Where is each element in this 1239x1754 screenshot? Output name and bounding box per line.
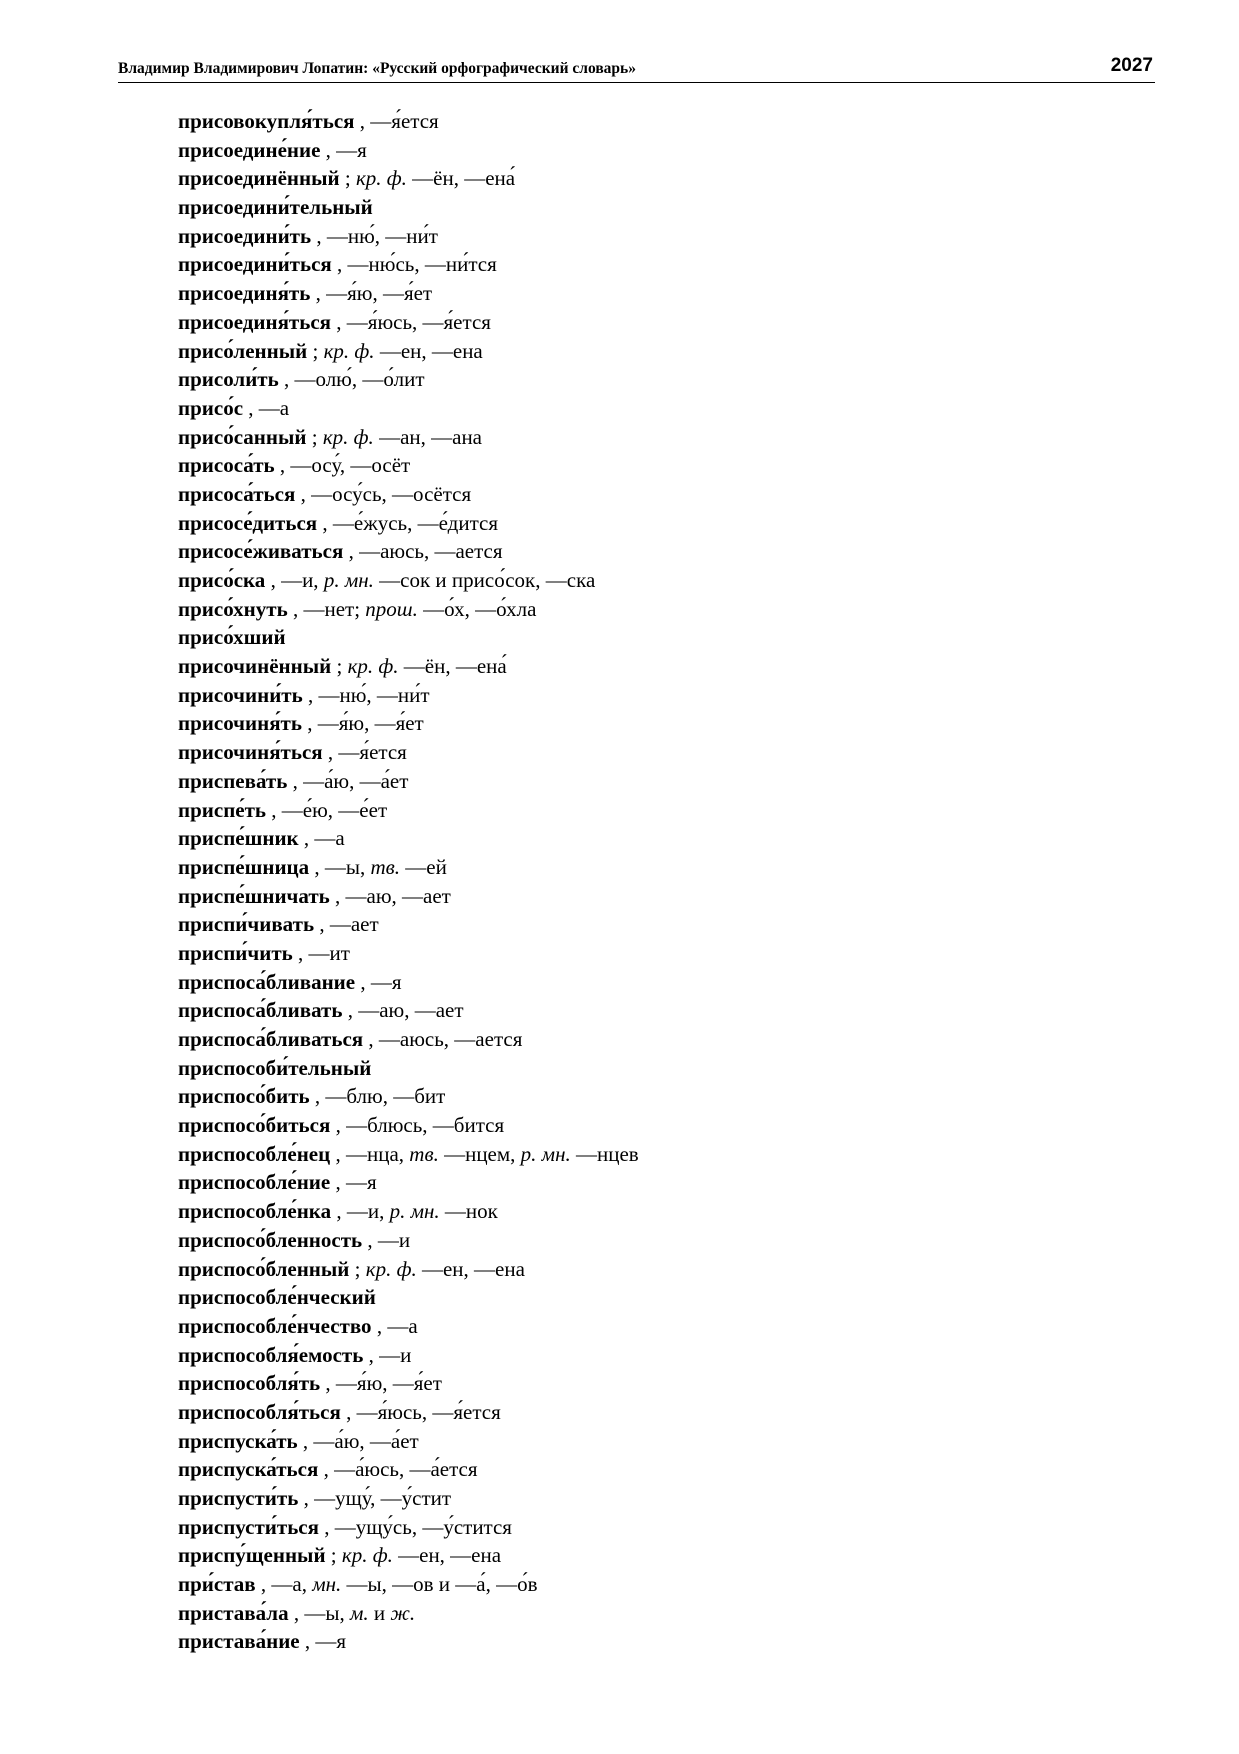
grammar-abbreviation: р. мн.	[520, 1141, 571, 1166]
grammar-abbreviation: кр. ф.	[341, 1543, 393, 1568]
inflection-forms: , —я́ю, —я́ет	[301, 711, 424, 736]
inflection-forms: —ы, —ов и —а́, —о́в	[341, 1572, 538, 1597]
dictionary-entry	[178, 1599, 1138, 1628]
grammar-abbreviation: тв.	[409, 1141, 439, 1166]
dictionary-entry	[178, 1398, 1138, 1427]
dictionary-entry	[178, 1197, 1138, 1226]
inflection-forms: —нцем,	[438, 1141, 521, 1166]
inflection-forms: , —а	[371, 1313, 418, 1338]
headword: приспоса́бливаться	[178, 1027, 364, 1051]
dictionary-entry	[178, 824, 1138, 853]
inflection-forms: ;	[331, 654, 348, 679]
inflection-forms: , —аю, —ает	[342, 998, 464, 1023]
inflection-forms: , —е́жусь, —е́дится	[317, 510, 499, 535]
dictionary-entry	[178, 193, 1138, 222]
grammar-abbreviation: м.	[349, 1600, 369, 1625]
inflection-forms: , —блю, —бит	[309, 1084, 446, 1109]
headword: присоедини́ть	[178, 223, 312, 248]
dictionary-entry	[178, 509, 1138, 538]
grammar-abbreviation: кр. ф.	[323, 338, 375, 363]
inflection-forms: , —ню́сь, —ни́тся	[331, 252, 497, 277]
dictionary-entry	[178, 1054, 1138, 1083]
inflection-forms: , —я	[330, 1170, 377, 1195]
dictionary-entry	[178, 996, 1138, 1025]
headword: приспева́ть	[178, 768, 288, 793]
inflection-forms: , —осу́сь, —осётся	[295, 481, 472, 506]
inflection-forms: , —аюсь, —ается	[363, 1027, 523, 1051]
headword: приспосо́биться	[178, 1113, 331, 1138]
headword: присочини́ть	[178, 682, 303, 707]
dictionary-entry	[178, 1455, 1138, 1484]
inflection-forms: , —я́ется	[354, 109, 439, 133]
dictionary-entry	[178, 1111, 1138, 1140]
headword: приспосо́бленность	[178, 1227, 363, 1252]
headword: приспи́чивать	[178, 912, 315, 937]
dictionary-entry	[178, 1025, 1138, 1054]
headword: приспу́щенный	[178, 1543, 326, 1568]
headword: приспуска́ть	[178, 1428, 298, 1453]
dictionary-entry	[178, 423, 1138, 452]
inflection-forms: ;	[307, 338, 324, 363]
inflection-forms: , —я	[355, 969, 402, 994]
dictionary-entry	[178, 1570, 1138, 1599]
headword: присочиня́ться	[178, 740, 323, 765]
headword: присоли́ть	[178, 367, 279, 392]
inflection-forms: —ен, —ена	[416, 1256, 525, 1281]
page-header	[118, 56, 1155, 83]
dictionary-entry	[178, 566, 1138, 595]
dictionary-entry	[178, 1541, 1138, 1570]
inflection-forms: и	[368, 1600, 391, 1625]
inflection-forms: ;	[325, 1543, 342, 1568]
headword: присоединённый	[178, 166, 340, 191]
headword: приспусти́ться	[178, 1514, 319, 1539]
inflection-forms: , —я́ется	[322, 740, 407, 765]
inflection-forms: , —а́юсь, —а́ется	[318, 1457, 478, 1482]
dictionary-entry	[178, 337, 1138, 366]
headword: пристава́ние	[178, 1629, 300, 1654]
dictionary-entry	[178, 968, 1138, 997]
headword: приспе́шница	[178, 854, 310, 879]
inflection-forms: , —ущу́, —у́стит	[298, 1486, 452, 1510]
headword: присоедини́тельный	[178, 195, 373, 220]
grammar-abbreviation: тв.	[370, 854, 401, 879]
headword: приспособле́нец	[178, 1141, 331, 1166]
headword: приспоса́бливание	[178, 969, 356, 994]
dictionary-entry	[178, 681, 1138, 710]
inflection-forms: —нок	[439, 1199, 498, 1224]
dictionary-entry	[178, 451, 1138, 480]
dictionary-entry	[178, 623, 1138, 652]
grammar-abbreviation: ж.	[390, 1600, 416, 1625]
headword: присо́санный	[178, 424, 307, 449]
inflection-forms: , —ит	[292, 940, 350, 965]
inflection-forms: , —аю, —ает	[329, 883, 451, 908]
dictionary-entry	[178, 107, 1138, 136]
headword: приспе́ть	[178, 797, 267, 822]
inflection-forms: , —нет;	[287, 596, 366, 621]
inflection-forms: , —а́ю, —а́ет	[297, 1428, 419, 1453]
headword: присо́ленный	[178, 338, 308, 363]
headword: присоса́ться	[178, 481, 296, 506]
inflection-forms: , —я́юсь, —я́ется	[340, 1399, 501, 1424]
inflection-forms: —ён, —ена́	[398, 654, 507, 679]
headword: присо́хший	[178, 625, 286, 650]
grammar-abbreviation: р. мн.	[323, 568, 374, 592]
inflection-forms: , —е́ю, —е́ет	[266, 797, 388, 822]
headword: присоедини́ться	[178, 252, 332, 277]
headword: приспособля́ть	[178, 1371, 321, 1396]
headword: при́став	[178, 1572, 256, 1597]
grammar-abbreviation: кр. ф.	[322, 424, 374, 449]
dictionary-entry	[178, 767, 1138, 796]
inflection-forms: —о́х, —о́хла	[417, 596, 537, 621]
headword: приспособля́емость	[178, 1342, 364, 1367]
inflection-forms: , —ы,	[309, 854, 371, 879]
inflection-forms: , —ню́, —ни́т	[302, 682, 430, 707]
inflection-forms: , —осу́, —осёт	[274, 453, 411, 478]
headword: присосе́диться	[178, 510, 318, 535]
inflection-forms: —ен, —ена	[392, 1543, 502, 1568]
headword: приспи́чить	[178, 940, 293, 965]
dictionary-entry	[178, 250, 1138, 279]
headword: присоедине́ние	[178, 137, 321, 162]
inflection-forms: —ан, —ана	[373, 424, 483, 449]
inflection-forms: , —и,	[331, 1199, 390, 1224]
headword: присовокупля́ться	[178, 109, 355, 133]
dictionary-entry	[178, 1513, 1138, 1542]
inflection-forms: , —олю́, —о́лит	[278, 367, 425, 392]
headword: приспосо́бленный	[178, 1256, 350, 1281]
inflection-forms: , —а́ю, —а́ет	[287, 768, 409, 793]
dictionary-entry	[178, 1484, 1138, 1513]
dictionary-entry	[178, 1312, 1138, 1341]
inflection-forms: , —я́ю, —я́ет	[310, 281, 433, 306]
inflection-forms: —ей	[400, 854, 447, 879]
headword: приспосо́бить	[178, 1084, 310, 1109]
inflection-forms: , —и	[362, 1227, 411, 1252]
inflection-forms: , —я́ю, —я́ет	[320, 1371, 442, 1396]
dictionary-entry	[178, 279, 1138, 308]
dictionary-entry	[178, 853, 1138, 882]
inflection-forms: , —нца,	[330, 1141, 410, 1166]
dictionary-entry	[178, 595, 1138, 624]
dictionary-entry	[178, 308, 1138, 337]
dictionary-entry	[178, 394, 1138, 423]
dictionary-entry	[178, 480, 1138, 509]
dictionary-entry	[178, 1283, 1138, 1312]
grammar-abbreviation: прош.	[365, 596, 418, 621]
dictionary-entry	[178, 537, 1138, 566]
headword: приспособле́нчество	[178, 1313, 372, 1338]
dictionary-entry	[178, 1226, 1138, 1255]
headword: присочинённый	[178, 654, 332, 679]
inflection-forms: ;	[349, 1256, 366, 1281]
inflection-forms: , —я	[299, 1629, 347, 1654]
headword: приспе́шник	[178, 826, 299, 851]
inflection-forms: ;	[339, 166, 356, 191]
inflection-forms: , —блюсь, —бится	[330, 1113, 505, 1138]
grammar-abbreviation: кр. ф.	[355, 166, 407, 191]
headword: приспособле́ние	[178, 1170, 331, 1195]
headword: присочиня́ть	[178, 711, 302, 736]
dictionary-entry	[178, 1255, 1138, 1284]
grammar-abbreviation: р. мн.	[389, 1199, 440, 1224]
headword: присо́с	[178, 395, 244, 420]
inflection-forms: , —ает	[314, 912, 379, 937]
headword: присоединя́ться	[178, 309, 332, 334]
headword: присо́хнуть	[178, 596, 288, 621]
headword: приспособи́тельный	[178, 1055, 372, 1080]
inflection-forms: —сок и присо́сок, —ска	[373, 568, 596, 592]
dictionary-entry	[178, 910, 1138, 939]
dictionary-entry	[178, 1140, 1138, 1169]
inflection-forms: —ен, —ена	[374, 338, 483, 363]
dictionary-entry	[178, 164, 1138, 193]
inflection-forms: , —я́юсь, —я́ется	[331, 309, 491, 334]
headword: приспособле́нческий	[178, 1285, 376, 1310]
dictionary-entry	[178, 365, 1138, 394]
dictionary-entry	[178, 1627, 1138, 1656]
inflection-forms: , —и	[363, 1342, 412, 1367]
headword: присо́ска	[178, 568, 266, 592]
headword: приспоса́бливать	[178, 998, 343, 1023]
headword: приспособля́ться	[178, 1399, 341, 1424]
dictionary-entry	[178, 738, 1138, 767]
headword: присоса́ть	[178, 453, 275, 478]
dictionary-entry	[178, 1168, 1138, 1197]
dictionary-entry	[178, 652, 1138, 681]
headword: приспусти́ть	[178, 1486, 299, 1510]
dictionary-entry	[178, 222, 1138, 251]
inflection-forms: , —аюсь, —ается	[343, 539, 503, 564]
headword: пристава́ла	[178, 1600, 289, 1625]
inflection-forms: ;	[306, 424, 323, 449]
book-title: Владимир Владимирович Лопатин: «Русский орфографический словарь»	[118, 60, 637, 77]
headword: присоединя́ть	[178, 281, 311, 306]
dictionary-entry	[178, 1369, 1138, 1398]
inflection-forms: —ён, —ена́	[406, 166, 516, 191]
inflection-forms: , —я	[320, 137, 367, 162]
inflection-forms: , —ущу́сь, —у́стится	[319, 1514, 512, 1539]
inflection-forms: —нцев	[570, 1141, 639, 1166]
inflection-forms: , —а	[298, 826, 345, 851]
dictionary-entry	[178, 136, 1138, 165]
dictionary-entry	[178, 882, 1138, 911]
grammar-abbreviation: мн.	[312, 1572, 342, 1597]
headword: присосе́живаться	[178, 539, 344, 564]
inflection-forms: , —ню́, —ни́т	[311, 223, 438, 248]
headword: приспособле́нка	[178, 1199, 332, 1224]
inflection-forms: , —а,	[255, 1572, 313, 1597]
headword: приспе́шничать	[178, 883, 330, 908]
headword: приспуска́ться	[178, 1457, 319, 1482]
dictionary-entry	[178, 939, 1138, 968]
dictionary-entry	[178, 1082, 1138, 1111]
inflection-forms: , —а	[243, 395, 290, 420]
inflection-forms: , —и,	[265, 568, 324, 592]
dictionary-entry	[178, 709, 1138, 738]
dictionary-entry	[178, 1341, 1138, 1370]
dictionary-entries	[178, 107, 1138, 1656]
grammar-abbreviation: кр. ф.	[365, 1256, 417, 1281]
dictionary-entry	[178, 1427, 1138, 1456]
page-number: 2027	[1110, 55, 1153, 76]
inflection-forms: , —ы,	[288, 1600, 350, 1625]
dictionary-entry	[178, 796, 1138, 825]
grammar-abbreviation: кр. ф.	[347, 654, 399, 679]
